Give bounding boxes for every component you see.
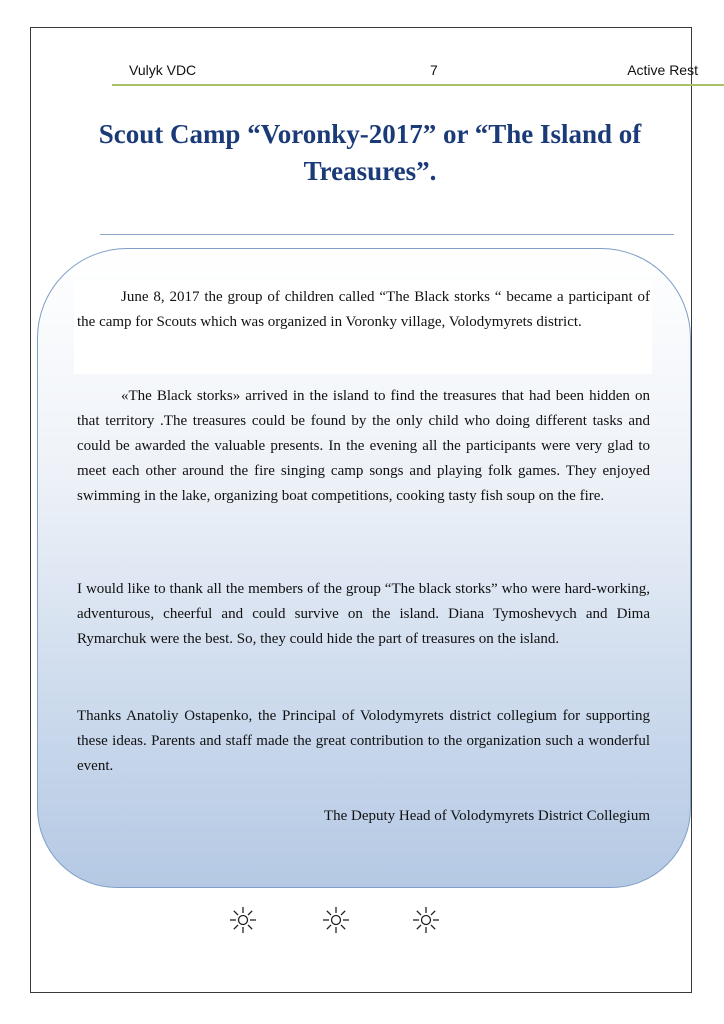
ornament-row bbox=[228, 905, 448, 945]
header-section-name: Active Rest bbox=[627, 62, 698, 78]
paragraph-camp-activities: «The Black storks» arrived in the island to find the treasures that had been hidden on that territory .The treasures could be found by the only child who doing different tasks and could be awarded the valuable presents. In the evening all the participants were very glad to meet each other around the fire singing camp songs and playing folk games. They enjoyed swimming in the lake, organizing boat competitions, cooking tasty fish soup on the fire. bbox=[77, 388, 650, 504]
paragraph-thanks-principal: Thanks Anatoliy Ostapenko, the Principal of Volodymyrets district collegium for supporting these ideas. Parents and staff made the great contribution to the organization such a wonderful event. bbox=[77, 708, 650, 774]
article-title: Scout Camp “Voronky-2017” or “The Island of Treasures”. bbox=[98, 119, 642, 186]
sun-ornament-icon bbox=[411, 905, 441, 935]
sun-ornament-icon bbox=[228, 905, 258, 935]
sun-ornament-icon bbox=[321, 905, 351, 935]
title-divider bbox=[100, 234, 674, 235]
paragraph-thanks-group: I would like to thank all the members of the group “The black storks” who were hard-working, adventurous, cheerful and could survive on the island. Diana Tymoshevych and Dima Rymarchuk were the best. So, they could hide the part of treasures on the island. bbox=[77, 581, 650, 647]
header-page-number: 7 bbox=[430, 62, 438, 78]
article-signature: The Deputy Head of Volodymyrets District Collegium bbox=[323, 808, 650, 824]
header-publication-name: Vulyk VDC bbox=[129, 62, 197, 78]
header-rule bbox=[112, 84, 724, 86]
paragraph-intro: June 8, 2017 the group of children called “The Black storks “ became a participant of the camp for Scouts which was organized in Voronky village, Volodymyrets district. bbox=[77, 289, 650, 330]
